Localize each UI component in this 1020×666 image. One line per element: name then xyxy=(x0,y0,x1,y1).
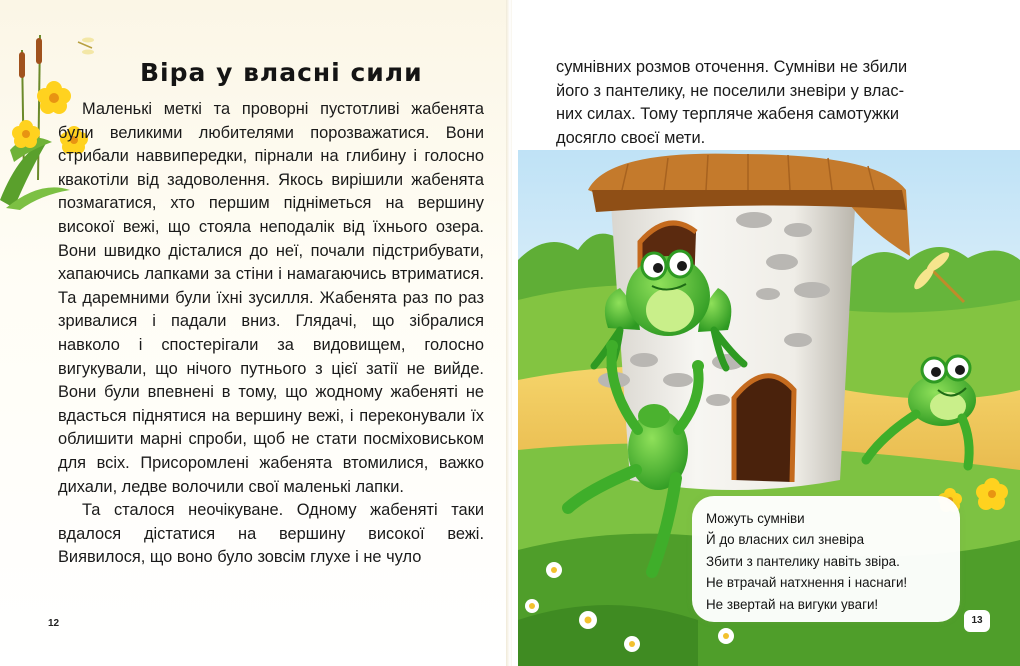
story-title: Віра у власні сили xyxy=(140,58,423,87)
story-line: його з пантелику, не поселили зневіри у влас- xyxy=(556,81,905,100)
page-number-right: 13 xyxy=(964,610,990,632)
poem xyxy=(706,508,956,615)
story-line: них силах. Тому терпляче жабеня самотужки xyxy=(556,105,899,124)
poem-box xyxy=(692,496,960,622)
story-line: досягло своєї мети. xyxy=(556,128,706,147)
page-number-left: 12 xyxy=(48,618,60,629)
story-paragraph: Маленькі меткі та проворні пустотливі жабенята були великими любителями порозважатися. Вони стрибали наввипередки, пірнали на глибину і голосно квакотіли від задоволення. Якось вирішили жабенята позмагатися, хто першим підніметься на вершину високої вежі, що стояла неподалік від їхнього озера. Вони швидко дісталися до неї, почали підстрибувати, хапаючись лапками за стіни і намагаючись втриматися. Та даремними були їхні зусилля. Жабенята раз по раз зривалися і падали вниз. Глядачі, що зібралися навколо і спостерігали за видовищем, голосно вигукували, що нічого путнього з цієї затії не вийде. Вони були впевнені в тому, що жодному жабеняті не вдасться піднятися на вершину вежі, і переконували їх облишити марні спроби, щоб не стати посміховиськом для всіх. Присоромлені жабенята втомилися, важко дихали, ледве волочили свої маленькі лапки. xyxy=(58,100,484,496)
story-text xyxy=(58,98,484,570)
right-page xyxy=(512,0,1020,666)
poem-line: Збити з пантелику навіть звіра. xyxy=(706,553,900,569)
poem-line: Не втрачай натхнення і наснаги! xyxy=(706,575,908,591)
story-paragraph: Та сталося неочікуване. Одному жабеняті таки вдалося дістатися на вершину високої вежі. Виявилося, що воно було зовсім глухе і не чуло xyxy=(58,501,484,567)
story-continuation xyxy=(556,56,966,150)
story-line: сумнівних розмов оточення. Сумніви не збили xyxy=(556,58,908,76)
left-page xyxy=(0,0,508,666)
poem-line: Й до власних сил зневіра xyxy=(706,532,865,548)
poem-line: Не звертай на вигуки уваги! xyxy=(706,596,879,612)
poem-line: Можуть сумніви xyxy=(706,511,805,526)
